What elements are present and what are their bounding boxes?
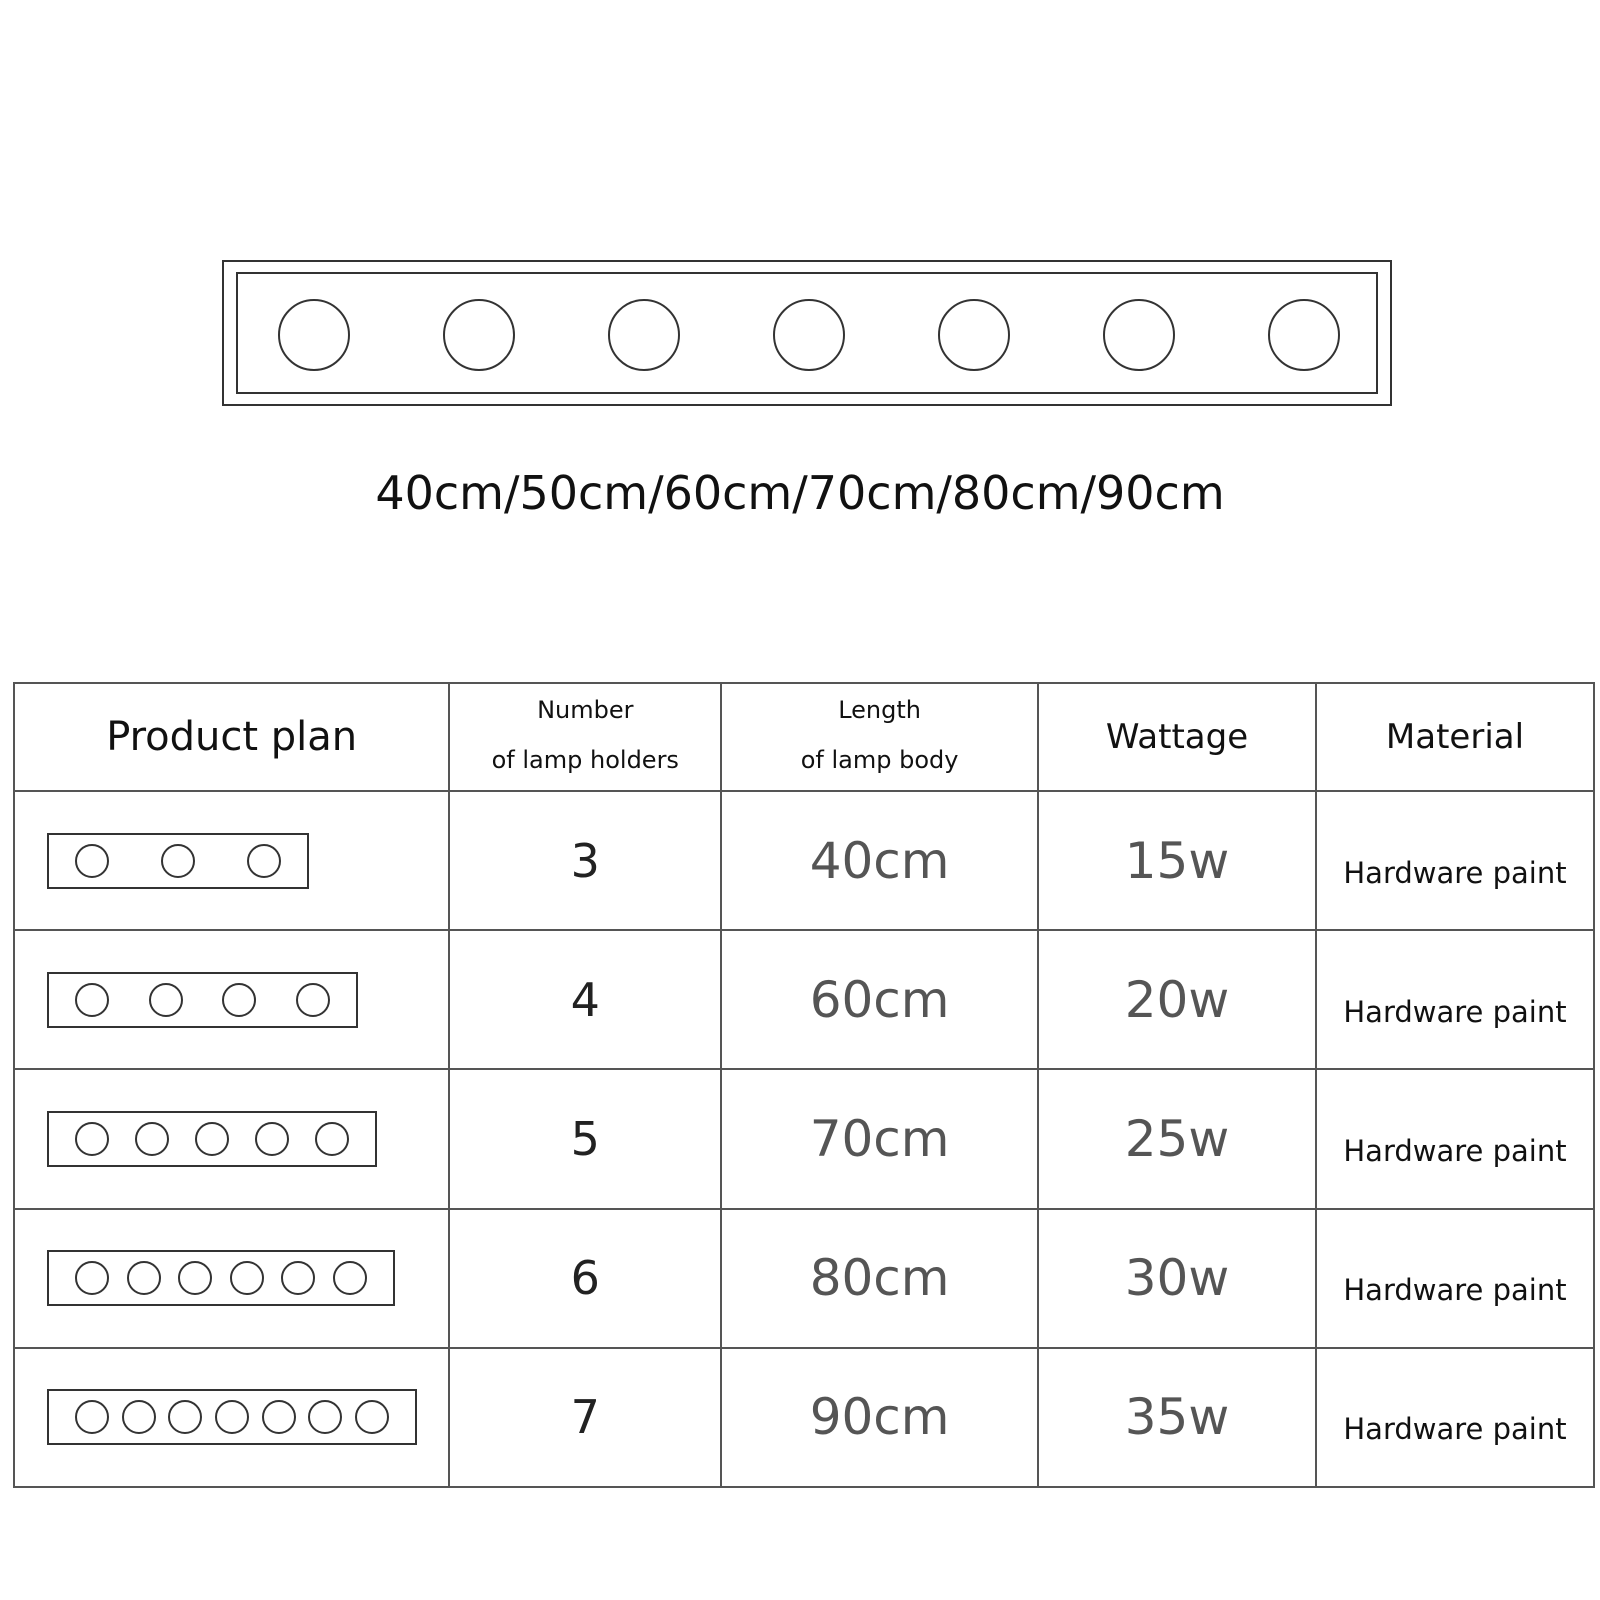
plan-cell	[14, 791, 449, 930]
plan-diagram	[47, 833, 309, 889]
wattage-cell: 30w	[1038, 1209, 1316, 1348]
header-material: Material	[1316, 683, 1594, 791]
lamp-holder-circle	[278, 299, 350, 371]
plan-lamp-circle	[178, 1261, 212, 1295]
plan-lamp-circle	[75, 844, 109, 878]
table-header-row	[14, 683, 1594, 791]
plan-lamp-circle	[255, 1122, 289, 1156]
plan-lamp-circle	[262, 1400, 296, 1434]
material-cell: Hardware paint	[1316, 1348, 1594, 1487]
table-row	[14, 930, 1594, 1069]
plan-lamp-circle	[75, 1122, 109, 1156]
length-cell: 80cm	[721, 1209, 1038, 1348]
plan-lamp-circle	[127, 1261, 161, 1295]
plan-cell	[14, 930, 449, 1069]
holders-cell: 6	[449, 1209, 721, 1348]
lamp-holder-circle	[608, 299, 680, 371]
product-spec-table	[13, 682, 1595, 1488]
plan-diagram	[47, 1111, 377, 1167]
plan-lamp-circle	[75, 983, 109, 1017]
plan-lamp-circle	[122, 1400, 156, 1434]
material-cell: Hardware paint	[1316, 930, 1594, 1069]
plan-lamp-circle	[281, 1261, 315, 1295]
plan-lamp-circle	[75, 1400, 109, 1434]
plan-lamp-circle	[195, 1122, 229, 1156]
table-row	[14, 1069, 1594, 1208]
plan-lamp-circle	[333, 1261, 367, 1295]
wattage-cell: 25w	[1038, 1069, 1316, 1208]
lamp-holder-circle	[443, 299, 515, 371]
plan-lamp-circle	[161, 844, 195, 878]
lamp-holder-circle	[1103, 299, 1175, 371]
holders-cell: 3	[449, 791, 721, 930]
plan-lamp-circle	[135, 1122, 169, 1156]
plan-cell	[14, 1069, 449, 1208]
header-length-line1: Length	[838, 696, 921, 724]
plan-lamp-circle	[75, 1261, 109, 1295]
plan-lamp-circle	[168, 1400, 202, 1434]
table-row	[14, 1209, 1594, 1348]
holders-cell: 5	[449, 1069, 721, 1208]
plan-cell	[14, 1209, 449, 1348]
plan-lamp-circle	[296, 983, 330, 1017]
size-options-caption: 40cm/50cm/60cm/70cm/80cm/90cm	[375, 466, 1225, 520]
plan-lamp-circle	[355, 1400, 389, 1434]
material-cell: Hardware paint	[1316, 1209, 1594, 1348]
length-cell: 70cm	[721, 1069, 1038, 1208]
plan-cell	[14, 1348, 449, 1487]
header-wattage: Wattage	[1038, 683, 1316, 791]
plan-lamp-circle	[247, 844, 281, 878]
header-length	[721, 683, 1038, 791]
header-lamp-holders	[449, 683, 721, 791]
lamp-holder-circle	[773, 299, 845, 371]
length-cell: 60cm	[721, 930, 1038, 1069]
material-cell: Hardware paint	[1316, 1069, 1594, 1208]
material-cell: Hardware paint	[1316, 791, 1594, 930]
header-lamp-holders-line2: of lamp holders	[491, 746, 679, 774]
table-row	[14, 791, 1594, 930]
length-cell: 90cm	[721, 1348, 1038, 1487]
wattage-cell: 20w	[1038, 930, 1316, 1069]
plan-lamp-circle	[308, 1400, 342, 1434]
wattage-cell: 15w	[1038, 791, 1316, 930]
plan-lamp-circle	[215, 1400, 249, 1434]
plan-lamp-circle	[230, 1261, 264, 1295]
table-row	[14, 1348, 1594, 1487]
plan-lamp-circle	[315, 1122, 349, 1156]
lamp-top-view-diagram	[222, 260, 1392, 406]
wattage-cell: 35w	[1038, 1348, 1316, 1487]
lamp-holder-circle	[1268, 299, 1340, 371]
holders-cell: 4	[449, 930, 721, 1069]
lamp-body-outline	[236, 272, 1378, 394]
length-cell: 40cm	[721, 791, 1038, 930]
plan-diagram	[47, 972, 358, 1028]
lamp-holder-circle	[938, 299, 1010, 371]
header-lamp-holders-line1: Number	[537, 696, 634, 724]
header-length-line2: of lamp body	[800, 746, 959, 774]
plan-diagram	[47, 1389, 417, 1445]
holders-cell: 7	[449, 1348, 721, 1487]
plan-diagram	[47, 1250, 395, 1306]
plan-lamp-circle	[149, 983, 183, 1017]
header-product-plan: Product plan	[14, 683, 449, 791]
plan-lamp-circle	[222, 983, 256, 1017]
